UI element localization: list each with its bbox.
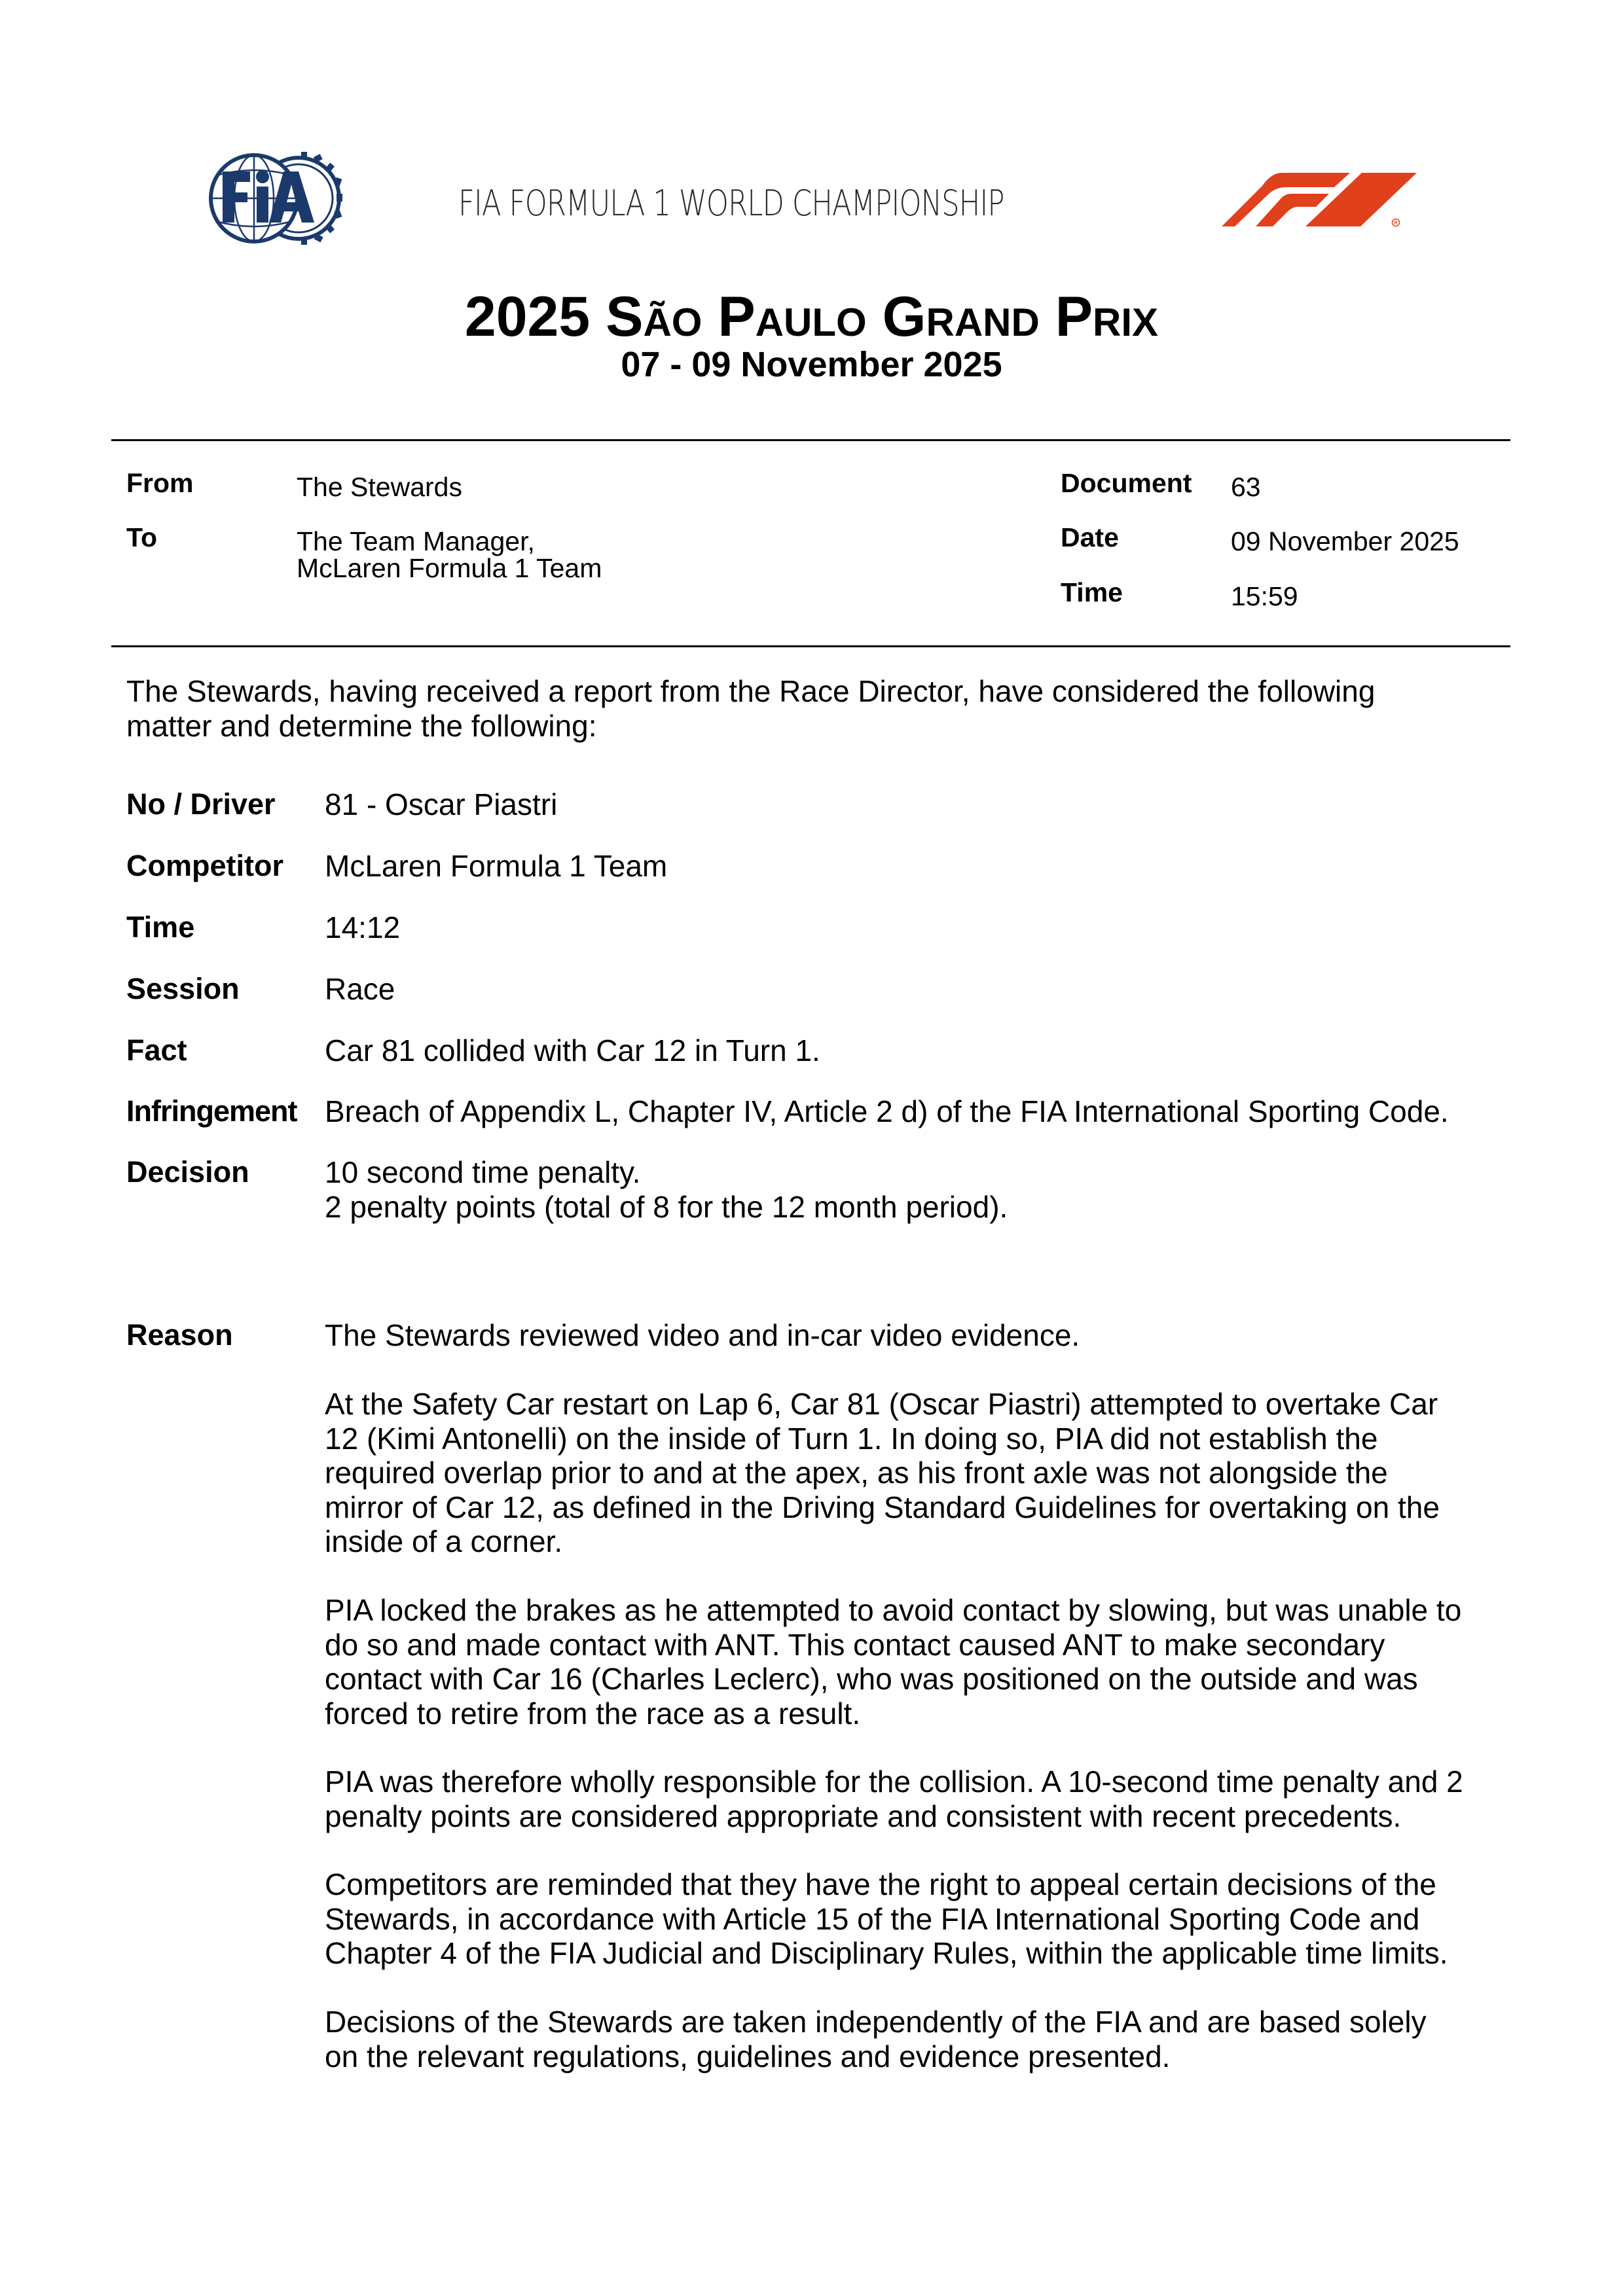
reason-line: mirror of Car 12, as defined in the Driving Standard Guidelines for overtaking on the bbox=[325, 1490, 1440, 1524]
decision-line: 10 second time penalty. bbox=[325, 1155, 641, 1189]
driver-label: No / Driver bbox=[126, 787, 276, 821]
fact-value: Car 81 collided with Car 12 in Turn 1. bbox=[325, 1033, 820, 1067]
driver-value: 81 - Oscar Piastri bbox=[325, 787, 558, 821]
fia-logo-icon bbox=[208, 152, 346, 245]
to-value-line: McLaren Formula 1 Team bbox=[297, 553, 602, 583]
divider-top bbox=[111, 439, 1510, 441]
divider-bottom bbox=[111, 645, 1510, 647]
date-value: 09 November 2025 bbox=[1231, 526, 1459, 556]
reason-line: Decisions of the Stewards are taken independently of the FIA and are based solely bbox=[325, 2005, 1427, 2039]
reason-line: Chapter 4 of the FIA Judicial and Disciplinary Rules, within the applicable time limits. bbox=[325, 1936, 1448, 1970]
reason-line: required overlap prior to and at the apex, as his front axle was not alongside the bbox=[325, 1456, 1388, 1490]
reason-paragraph-3 bbox=[325, 1593, 1461, 1731]
reason-paragraph-1 bbox=[325, 1318, 1080, 1353]
time-value: 15:59 bbox=[1231, 581, 1298, 611]
infringement-label: Infringement bbox=[126, 1094, 297, 1128]
intro-paragraph bbox=[126, 674, 1375, 743]
championship-title: FIA FORMULA 1 WORLD CHAMPIONSHIP bbox=[458, 183, 1004, 224]
reason-paragraph-6 bbox=[325, 2005, 1427, 2073]
reason-line: PIA locked the brakes as he attempted to avoid contact by slowing, but was unable to bbox=[325, 1593, 1462, 1627]
document-number: 63 bbox=[1231, 472, 1261, 502]
reason-paragraph-5 bbox=[325, 1867, 1448, 1971]
incident-time-value: 14:12 bbox=[325, 910, 401, 944]
to-value bbox=[297, 527, 602, 583]
svg-text:R: R bbox=[1394, 221, 1398, 226]
reason-paragraph-4 bbox=[325, 1765, 1463, 1833]
date-label: Date bbox=[1061, 522, 1119, 552]
reason-line: contact with Car 16 (Charles Leclerc), who was positioned on the outside and was bbox=[325, 1662, 1418, 1696]
competitor-value: McLaren Formula 1 Team bbox=[325, 849, 668, 883]
reason-line: on the relevant regulations, guidelines and evidence presented. bbox=[325, 2039, 1171, 2073]
to-label: To bbox=[126, 522, 158, 552]
reason-line: Competitors are reminded that they have the right to appeal certain decisions of the bbox=[325, 1867, 1436, 1901]
reason-line: Stewards, in accordance with Article 15 of the FIA International Sporting Code and bbox=[325, 1901, 1420, 1936]
session-label: Session bbox=[126, 972, 240, 1005]
event-title: 2025 São Paulo Grand Prix bbox=[464, 285, 1159, 348]
fact-label: Fact bbox=[126, 1033, 187, 1067]
reason-line: penalty points are considered appropriate and consistent with recent precedents. bbox=[325, 1799, 1402, 1833]
to-value-line: The Team Manager, bbox=[297, 526, 535, 556]
decision-line: 2 penalty points (total of 8 for the 12 month period). bbox=[325, 1189, 1008, 1224]
reason-line: forced to retire from the race as a result. bbox=[325, 1696, 861, 1731]
decision-label: Decision bbox=[126, 1155, 249, 1189]
reason-line: inside of a corner. bbox=[325, 1524, 563, 1558]
session-value: Race bbox=[325, 972, 395, 1006]
intro-line: The Stewards, having received a report from the Race Director, have considered the following bbox=[126, 674, 1376, 708]
reason-paragraph-2 bbox=[325, 1387, 1440, 1559]
reason-line: do so and made contact with ANT. This contact caused ANT to make secondary bbox=[325, 1627, 1385, 1662]
infringement-value: Breach of Appendix L, Chapter IV, Article 2 d) of the FIA International Sporting Code. bbox=[325, 1094, 1449, 1128]
from-label: From bbox=[126, 468, 194, 498]
reason-line: 12 (Kimi Antonelli) on the inside of Turn 1. In doing so, PIA did not establish the bbox=[325, 1421, 1378, 1456]
intro-line: matter and determine the following: bbox=[126, 708, 597, 743]
reason-label: Reason bbox=[126, 1318, 233, 1352]
reason-line: At the Safety Car restart on Lap 6, Car 81 (Oscar Piastri) attempted to overtake Car bbox=[325, 1387, 1438, 1421]
reason-line: PIA was therefore wholly responsible for the collision. A 10-second time penalty and 2 bbox=[325, 1765, 1463, 1799]
competitor-label: Competitor bbox=[126, 849, 283, 882]
document-label: Document bbox=[1061, 468, 1192, 498]
f1-logo-icon bbox=[1222, 171, 1418, 228]
time-label: Time bbox=[1061, 577, 1123, 607]
reason-line: The Stewards reviewed video and in-car video evidence. bbox=[325, 1318, 1080, 1352]
decision-value bbox=[325, 1155, 1008, 1224]
incident-time-label: Time bbox=[126, 910, 195, 944]
from-value: The Stewards bbox=[297, 472, 462, 502]
event-dates: 07 - 09 November 2025 bbox=[621, 345, 1002, 384]
